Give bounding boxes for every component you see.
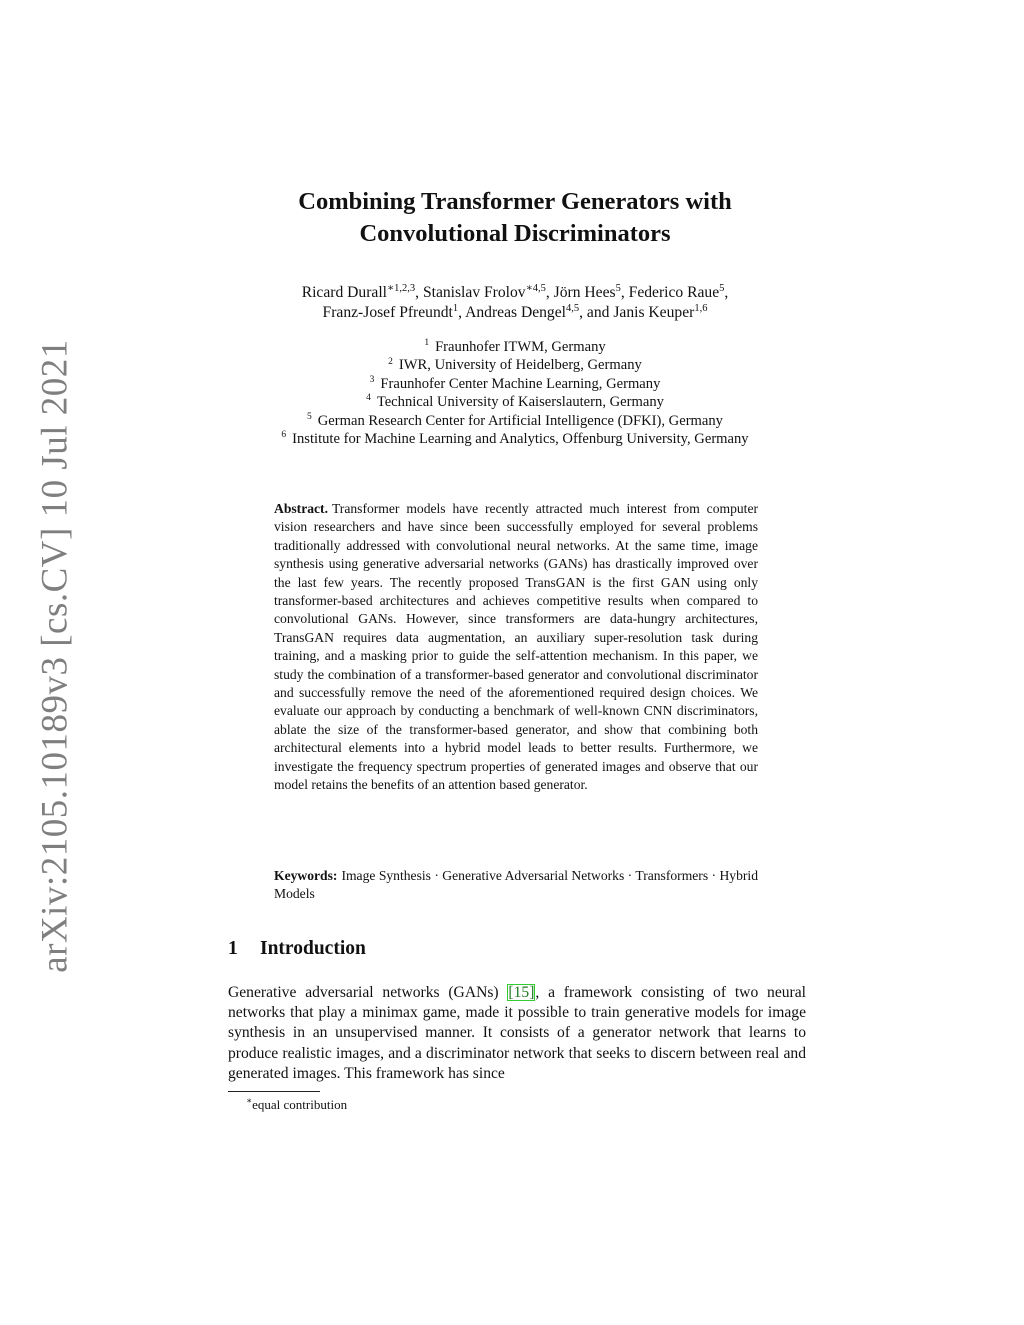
- author-mark: 4,5: [565, 302, 580, 314]
- title-line-1: Combining Transformer Generators with: [298, 188, 732, 215]
- affiliation-item: [228, 393, 802, 411]
- keywords-text: Image Synthesis · Generative Adversarial Networks · Transformers · Hybrid Models: [274, 868, 758, 902]
- author-line-1: [228, 283, 802, 303]
- author-name: Andreas Dengel: [465, 304, 566, 321]
- author-name: Janis Keuper: [613, 304, 695, 321]
- affiliation-text: Institute for Machine Learning and Analytics, Offenburg University, Germany: [292, 431, 749, 448]
- author-mark: 5: [615, 282, 621, 294]
- author-name: Franz-Josef Pfreundt: [322, 304, 453, 321]
- affiliation-item: [228, 375, 802, 393]
- footnote-text: equal contribution: [252, 1097, 348, 1112]
- intro-text-before: Generative adversarial networks (GANs): [228, 984, 508, 1001]
- arxiv-identifier: arXiv:2105.10189v3 [cs.CV] 10 Jul 2021: [34, 339, 76, 973]
- footnote-divider: [228, 1091, 320, 1092]
- keywords-heading: Keywords:: [274, 868, 338, 883]
- author-line-2: [228, 303, 802, 323]
- affiliation-text: Technical University of Kaiserslautern, Germany: [376, 394, 664, 411]
- author-name: Ricard Durall: [301, 284, 387, 301]
- author-separator: , and: [579, 304, 614, 321]
- title-line-2: Convolutional Discriminators: [359, 220, 671, 247]
- affiliation-number: 1: [424, 338, 430, 349]
- section-number: 1: [228, 938, 238, 959]
- abstract-heading: Abstract.: [274, 501, 328, 516]
- author-name: Stanislav Frolov: [422, 284, 526, 301]
- intro-paragraph: [228, 983, 806, 1084]
- affiliation-item: [228, 430, 802, 448]
- abstract-text: Transformer models have recently attracted much interest from computer vision researchers and have since been successfully employed for several problems traditionally addressed with convolutional neural networks. At the same time, image synthesis using generative adversarial networks (GANs) has drastically improved over the last few years. The recently proposed TransGAN is the first GAN using only transformer-based architectures and achieves competitive results when compared to convolutional GANs. However, since transformers are data-hungry architectures, TransGAN requires data augmentation, an auxiliary super-resolution task during training, and a masking prior to guide the self-attention mechanism. In this paper, we study the combination of a transformer-based generator and convolutional discriminator and successfully remove the need of the aforementioned required design choices. We evaluate our approach by conducting a benchmark of well-known CNN discriminators, ablate the size of the transformer-based generator, and show that combining both architectural elements into a hybrid model leads to better results. Furthermore, we investigate the frequency spectrum properties of generated images and observe that our model retains the benefits of an attention based generator.: [274, 501, 758, 793]
- intro-text-after: , a framework consisting of two neural networks that play a minimax game, made it possible to train generative models for image synthesis in an unsupervised manner. It consists of a generator network that learns to produce realistic images, and a discriminator network that seeks to discern between real and generated images. This framework has since: [228, 984, 807, 1082]
- section-heading: [228, 936, 802, 962]
- keywords: [274, 867, 758, 904]
- abstract: [274, 500, 758, 795]
- author-name: Jörn Hees: [553, 284, 616, 301]
- affiliation-text: Fraunhofer ITWM, Germany: [435, 339, 606, 355]
- affiliation-list: [228, 338, 802, 448]
- affiliation-item: [228, 338, 802, 356]
- author-separator: ,: [620, 284, 629, 301]
- affiliation-item: [228, 356, 802, 374]
- section-title: Introduction: [260, 938, 366, 959]
- citation-link[interactable]: [15]: [508, 984, 535, 1001]
- affiliation-number: 3: [369, 374, 375, 385]
- footnote: [246, 1096, 347, 1113]
- author-mark: 1,6: [694, 302, 708, 314]
- affiliation-text: German Research Center for Artificial Intelligence (DFKI), Germany: [317, 412, 723, 429]
- author-mark: ∗4,5: [525, 282, 546, 294]
- author-separator: ,: [458, 304, 466, 321]
- affiliation-number: 6: [281, 430, 287, 441]
- author-name: Federico Raue: [628, 284, 720, 301]
- author-separator: ,: [415, 284, 423, 301]
- footnote-mark: ∗: [246, 1095, 253, 1106]
- affiliation-number: 4: [366, 393, 371, 404]
- author-mark: ∗1,2,3: [387, 282, 416, 294]
- affiliation-number: 5: [307, 411, 312, 422]
- paper-title: [228, 186, 802, 250]
- affiliation-text: Fraunhofer Center Machine Learning, Germany: [380, 375, 661, 392]
- affiliation-item: [228, 412, 802, 430]
- author-list: [228, 283, 802, 323]
- author-mark: 1: [452, 302, 459, 314]
- author-mark: 5: [719, 282, 725, 294]
- author-separator: ,: [545, 284, 554, 301]
- affiliation-number: 2: [388, 356, 393, 367]
- author-separator: ,: [724, 284, 729, 301]
- affiliation-text: IWR, University of Heidelberg, Germany: [398, 357, 642, 374]
